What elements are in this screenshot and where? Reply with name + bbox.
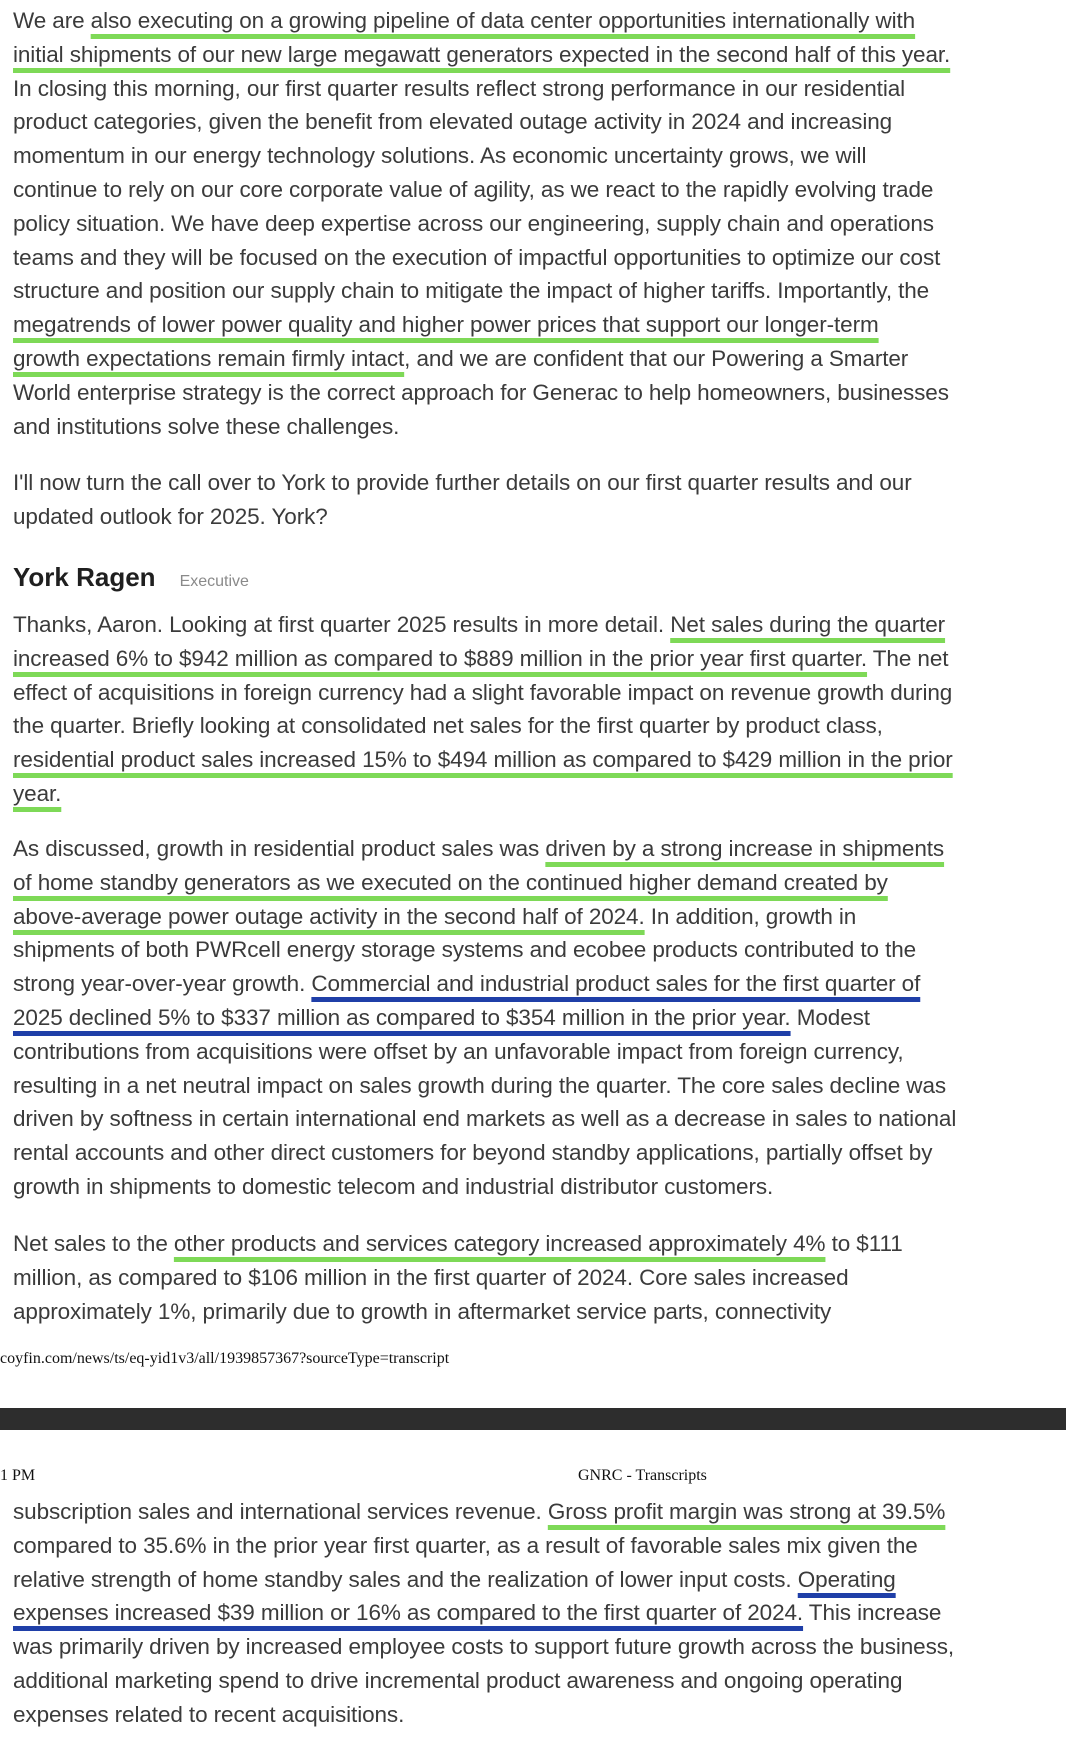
paragraph-residential-commercial xyxy=(13,832,1053,1204)
text-line: I'll now turn the call over to York to provide further details on our first quarter results and our xyxy=(13,470,912,495)
text-segment: relative strength of home standby sales and the realization of lower input costs. xyxy=(13,1566,798,1592)
text-segment: The net xyxy=(867,645,949,671)
paragraph-closing-remarks xyxy=(13,4,1053,443)
text-segment: to $111 xyxy=(825,1231,903,1256)
highlight-blue: Operating xyxy=(797,1566,896,1592)
text-line: momentum in our energy technology solutions. As economic uncertainty grows, we will xyxy=(13,143,867,169)
text-line: policy situation. We have deep expertise across our engineering, supply chain and operations xyxy=(13,210,934,236)
text-line xyxy=(13,777,1053,811)
speaker-role-label: Executive xyxy=(179,573,249,590)
highlight-green: growth expectations remain firmly intact xyxy=(13,345,405,371)
highlight-green: year. xyxy=(13,780,62,806)
text-line: million, as compared to $106 million in the first quarter of 2024. Core sales increased xyxy=(13,1264,849,1290)
highlight-green: other products and services category increased approximately 4% xyxy=(173,1231,826,1256)
text-line xyxy=(13,832,1053,866)
text-line xyxy=(13,38,1053,72)
text-line: was primarily driven by increased employee costs to support future growth across the business, xyxy=(13,1634,955,1660)
text-segment: Thanks, Aaron. Looking at first quarter 2025 results in more detail. xyxy=(13,612,671,637)
highlight-green: Net sales during the quarter xyxy=(670,612,946,637)
text-line: product categories, given the benefit from elevated outage activity in 2024 and increasing xyxy=(13,109,893,135)
text-line: and institutions solve these challenges. xyxy=(13,413,400,439)
text-segment: As discussed, growth in residential product sales was xyxy=(13,836,546,861)
text-line: the quarter. Briefly looking at consolidated net sales for the first quarter by product class, xyxy=(13,713,883,739)
text-line: additional marketing spend to drive incremental product awareness and ongoing operating xyxy=(13,1667,903,1693)
highlight-green: Gross profit margin was strong at 39.5% xyxy=(547,1499,946,1524)
text-line xyxy=(13,1227,1053,1261)
text-line xyxy=(13,642,1053,676)
text-line xyxy=(13,342,1053,376)
text-line: approximately 1%, primarily due to growth in aftermarket service parts, connectivity xyxy=(13,1298,832,1324)
highlight-green: residential product sales increased 15% to $494 million as compared to $429 million in the prior xyxy=(13,747,953,773)
highlight-green: above-average power outage activity in the second half of 2024. xyxy=(13,903,645,929)
text-line: rental accounts and other direct customers for beyond standby applications, partially offset by xyxy=(13,1140,933,1166)
text-segment: subscription sales and international services revenue. xyxy=(13,1499,548,1524)
paragraph-other-products xyxy=(13,1227,1053,1328)
text-line xyxy=(13,1495,1053,1529)
text-line: contributions from acquisitions were offset by an unfavorable impact from foreign currency, xyxy=(13,1038,904,1064)
print-header-title: GNRC - Transcripts xyxy=(578,1467,707,1484)
highlight-green: also executing on a growing pipeline of data center opportunities internationally with xyxy=(90,8,916,33)
paragraph-gross-margin xyxy=(13,1495,1053,1732)
text-line xyxy=(13,1596,1053,1630)
print-footer-url: coyfin.com/news/ts/eq-yid1v3/all/1939857367?sourceType=transcript xyxy=(0,1350,450,1367)
text-segment: , and we are confident that our Powering a Smarter xyxy=(404,345,909,371)
text-segment: strong year-over-year growth. xyxy=(13,971,312,997)
highlight-green: initial shipments of our new large megawatt generators expected in the second half of this year. xyxy=(13,41,951,67)
text-line xyxy=(13,743,1053,777)
text-line xyxy=(13,1001,1053,1035)
highlight-blue: expenses increased $39 million or 16% as compared to the first quarter of 2024. xyxy=(13,1600,804,1626)
text-line: driven by softness in certain international end markets as well as a decrease in sales to national xyxy=(13,1106,957,1132)
paragraph-handoff xyxy=(13,466,1053,534)
text-segment: Net sales to the xyxy=(13,1231,174,1256)
speaker-name: York Ragen xyxy=(13,562,156,592)
text-line xyxy=(13,900,1053,934)
paragraph-net-sales xyxy=(13,608,1053,811)
text-line: compared to 35.6% in the prior year first quarter, as a result of favorable sales mix given the xyxy=(13,1532,918,1558)
speaker-heading xyxy=(13,562,249,593)
print-header-time: 1 PM xyxy=(0,1467,36,1484)
text-line: World enterprise strategy is the correct approach for Generac to help homeowners, businesses xyxy=(13,379,949,405)
text-line xyxy=(13,308,1053,342)
text-line xyxy=(13,967,1053,1001)
text-line xyxy=(13,1563,1053,1597)
text-line: updated outlook for 2025. York? xyxy=(13,503,328,529)
text-line: expenses related to recent acquisitions. xyxy=(13,1701,405,1727)
text-line: shipments of both PWRcell energy storage systems and ecobee products contributed to the xyxy=(13,937,917,963)
highlight-green: megatrends of lower power quality and higher power prices that support our longer-term xyxy=(13,312,879,338)
text-line xyxy=(13,4,1053,38)
highlight-green: increased 6% to $942 million as compared to $889 million in the prior year first quarter. xyxy=(13,645,868,671)
text-line: structure and position our supply chain to mitigate the impact of higher tariffs. Importantly, the xyxy=(13,278,930,304)
text-line: effect of acquisitions in foreign currency had a slight favorable impact on revenue growth during xyxy=(13,679,953,705)
text-line: In closing this morning, our first quarter results reflect strong performance in our residential xyxy=(13,75,906,101)
text-segment: In addition, growth in xyxy=(644,903,857,929)
text-line: resulting in a net neutral impact on sales growth during the quarter. The core sales decline was xyxy=(13,1072,947,1098)
text-line xyxy=(13,866,1053,900)
highlight-blue: Commercial and industrial product sales for the first quarter of xyxy=(311,971,921,997)
text-line: teams and they will be focused on the execution of impactful opportunities to optimize our cost xyxy=(13,244,941,270)
text-line: growth in shipments to domestic telecom and industrial distributor customers. xyxy=(13,1173,774,1199)
page-break-band xyxy=(0,1408,1066,1430)
text-line xyxy=(13,608,1053,642)
text-segment: We are xyxy=(13,8,91,33)
text-line: continue to rely on our core corporate value of agility, as we react to the rapidly evolving trade xyxy=(13,176,934,202)
highlight-green: of home standby generators as we executed on the continued higher demand created by xyxy=(13,869,888,895)
highlight-blue: 2025 declined 5% to $337 million as compared to $354 million in the prior year. xyxy=(13,1004,791,1030)
text-segment: This increase xyxy=(803,1600,942,1626)
highlight-green: driven by a strong increase in shipments xyxy=(545,836,945,861)
text-segment: Modest xyxy=(790,1004,870,1030)
